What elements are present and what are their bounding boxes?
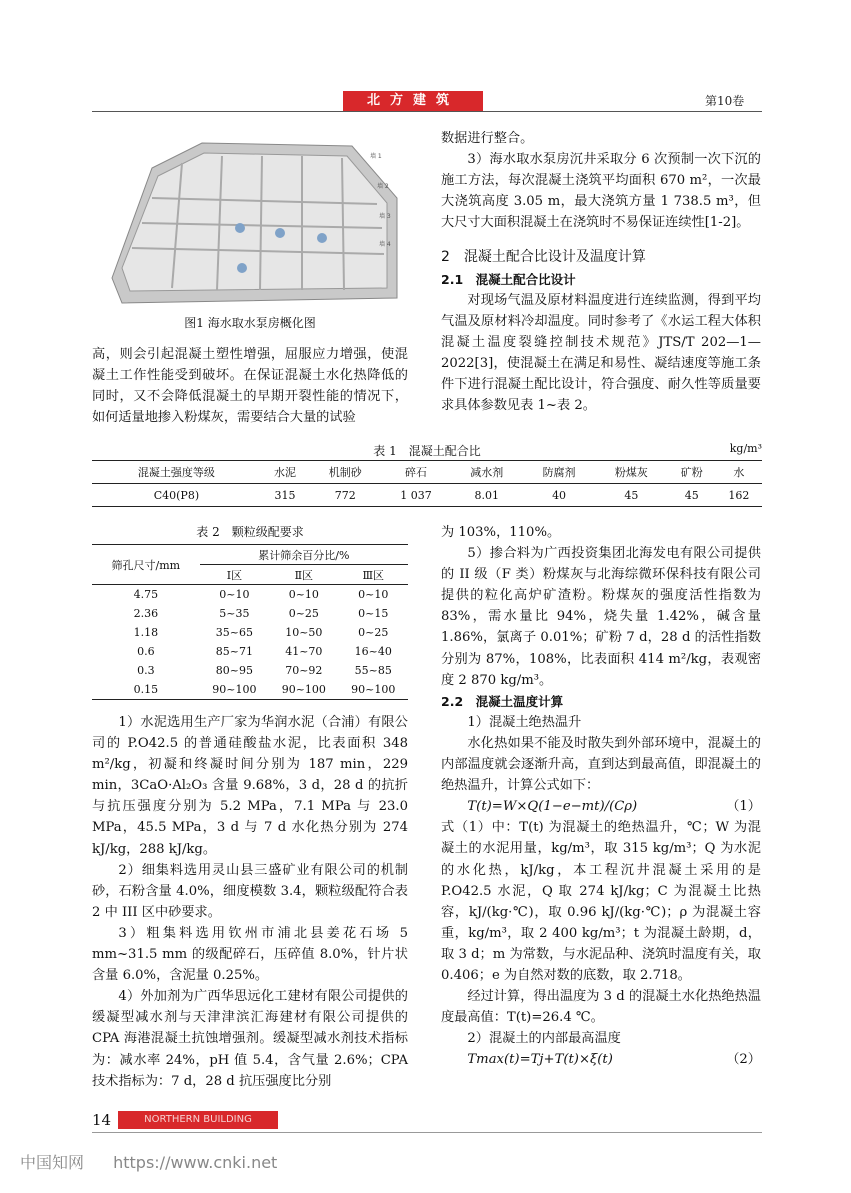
table-row [92,604,408,623]
paragraph: 为 103%，110%。 [441,525,561,540]
table-cell: 0~15 [358,607,389,620]
table-cell: 315 [274,488,296,502]
table-cell: 4.75 [133,588,159,601]
table-header-row [92,545,408,565]
equation-2 [441,1049,761,1070]
table1-caption-row [92,442,762,459]
paragraph: 数据进行整合。 [441,131,534,146]
pipe-opening [317,233,327,243]
pipe-opening [237,263,247,273]
table-cell: 8.01 [474,488,499,502]
pipe-opening [275,228,285,238]
table-cell: 45 [684,488,699,502]
paragraph: 对现场气温及原材料温度进行连续监测，得到平均气温及原材料冷却温度。同时参考了《水运工程大体积混凝土温度裂缝控制技术规范》JTS/T 202—1—2022[3]，使混凝土在满足和易性、凝结速度等施工条件下进行混凝土配比设计，符合强度、耐久性等质量要求具体参数见表 1~表 2。 [441,292,761,414]
col-header: 混凝土强度等级 [137,466,215,479]
col-header-sieve: 筛孔尺寸/mm [111,558,181,572]
paragraph: 3）海水取水泵房沉井采取分 6 次预制一次下沉的施工方法，每次混凝土浇筑平均面积 670 m²，一次最大浇筑高度 3.05 m，最大浇筑方量 1 738.5 m³，但大尺寸大面积混凝土在浇筑时不易保证连续性[1-2]。 [441,152,761,231]
table-cell: 35~65 [215,626,253,639]
table-cell: 0.15 [133,683,159,696]
journal-banner: 北方建筑 [343,91,483,111]
paragraph-equation-notes: 式（1）中：T(t) 为混凝土的绝热温升，℃；W 为混凝土的水泥用量，kg/m³，取 315 kg/m³；Q 为水泥的水化热，kJ/kg，本工程沉井混凝土采用的是 P.O42.5 水泥，Q 取 274 kJ/kg；C 为混凝土比热容，kJ/(kg·℃)，取 0.96 kJ/(kg·℃)；ρ 为混凝土容重，kg/m³，取 2 400 kg/m³；t 为混凝土龄期，d，取 3 d；m 为常数，与水泥品种、浇筑时温度有关，取 0.406；e 为自然对数的底数，取 2.718。 [441,820,761,983]
header-rule [92,111,762,112]
figure-pump-house-model [92,128,407,308]
col-header: 机制砂 [328,466,362,479]
equation-text: Tmax(t)=Tj+T(t)×ξ(t) [467,1052,613,1068]
table-cell: 0~10 [358,588,389,601]
equation-number: （1） [726,799,761,815]
table-cell: 5~35 [219,607,250,620]
left-upper-text [92,344,408,428]
subheading: 2）混凝土的内部最高温度 [467,1031,621,1047]
figure-caption: 图1 海水取水泵房概化图 [184,316,316,330]
paragraph-fine-aggregate: 2）细集料选用灵山县三盛矿业有限公司的机制砂，石粉含量 4.0%，细度模数 3.4，颗粒级配符合表 2 中 III 区中砂要求。 [92,862,408,920]
right-upper-text [441,128,761,416]
watermark [20,1150,277,1173]
table-row [92,661,408,680]
table-cell: 2.36 [133,607,159,620]
table-cell: 1 037 [400,488,432,502]
table-cell: 80~95 [215,664,253,677]
col-header: 水泥 [273,466,296,479]
paragraph-result: 经过计算，得出温度为 3 d 的混凝土水化热绝热温度最高值：T(t)=26.4 ℃。 [441,989,761,1026]
table1-caption: 表 1 混凝土配合比 [373,444,481,458]
footer-banner: NORTHERN BUILDING [118,1111,278,1129]
table-cell: 41~70 [285,645,323,658]
table-header-row [92,461,762,484]
table2-grading [92,544,408,700]
col-header: 碎石 [404,466,427,479]
table1-mix-proportion [92,460,762,507]
col-header: 减水剂 [470,466,504,479]
col-header-zone: Ⅲ区 [339,565,408,585]
table2-caption: 表 2 颗粒级配要求 [196,525,304,539]
wall-label: 墙 3 [379,213,391,220]
paragraph: 水化热如果不能及时散失到外部环境中，混凝土的内部温度就会逐渐升高，直到达到最高值，即混凝土的绝热温升，计算公式如下： [441,735,761,794]
table-cell: 0~10 [288,588,319,601]
table-cell: 90~100 [212,683,257,696]
paragraph-admixture: 4）外加剂为广西华思远化工建材有限公司提供的缓凝型减水剂与天津津滨汇海建材有限公司提供的 CPA 海港混凝土抗蚀增强剂。缓凝型减水剂技术指标为：减水率 24%，pH 值 5.4，含气量 2.6%；CPA 技术指标为：7 d，28 d 抗压强度比分别 [92,989,408,1089]
table-cell: 10~50 [285,626,323,639]
paragraph-mineral-admixture: 5）掺合料为广西投资集团北海发电有限公司提供的 II 级（F 类）粉煤灰与北海综微环保科技有限公司提供的粒化高炉矿渣粉。粉煤灰的强度活性指数为 83%，需水量比 94%，烧失量 1.42%，碱含量 1.86%，氯离子 0.01%；矿粉 7 d，28 d 的活性指数分别为 87%，108%，比表面积 414 m²/kg，表观密度 2 870 kg/m³。 [441,546,761,688]
table-row [92,484,762,507]
table-cell: 85~71 [215,645,253,658]
paragraph-cement: 1）水泥选用生产厂家为华润水泥（合浦）有限公司的 P.O42.5 的普通硅酸盐水泥，比表面积 348 m²/kg，初凝和终凝时间分别为 187 min，229 min，3CaO·Al₂O₃ 含量 9.68%，3 d，28 d 的抗折与抗压强度分别为 5.2 MPa，7.1 MPa 与 23.0 MPa，45.5 MPa，3 d 与 7 d 水化热分别为 274 kJ/kg，288 kJ/kg。 [92,715,408,857]
table-cell: 1.18 [133,626,159,639]
table-row [92,642,408,661]
table-cell: 55~85 [354,664,392,677]
right-lower-text [441,522,761,1070]
subsection-heading: 2.2 混凝土温度计算 [441,693,564,709]
table-cell: 0.6 [137,645,155,658]
watermark-site: 中国知网 [20,1153,85,1172]
col-header: 防腐剂 [542,466,576,479]
wall-label: 墙 2 [377,183,389,190]
equation-1 [441,796,761,817]
equation-number: （2） [726,1052,761,1068]
col-header-zone: Ⅱ区 [269,565,338,585]
paragraph-coarse-aggregate: 3）粗集料选用钦州市浦北县姜花石场 5 mm~31.5 mm 的级配碎石，压碎值 8.0%，针片状含量 6.0%，含泥量 0.25%。 [92,925,408,984]
table-row [92,680,408,700]
table-cell: 0.3 [137,664,155,677]
table-cell: 0~10 [219,588,250,601]
pipe-opening [235,223,245,233]
section-heading: 2 混凝土配合比设计及温度计算 [441,249,646,266]
table-cell: 70~92 [285,664,323,677]
col-header: 矿粉 [680,466,703,479]
table-cell: 45 [624,488,639,502]
table-row [92,585,408,605]
col-header: 粉煤灰 [614,466,648,479]
table-row [92,623,408,642]
equation-text: T(t)=W×Q(1−e−mt)/(Cρ) [467,799,638,815]
table1-unit: kg/m³ [729,442,762,455]
subheading: 1）混凝土绝热温升 [467,714,582,730]
table-cell: 40 [552,488,567,502]
col-header-zone: Ⅰ区 [200,565,269,585]
volume-label: 第10卷 [705,94,745,108]
table-cell: 772 [334,488,356,502]
table-cell: 90~100 [351,683,396,696]
col-header-group: 累计筛余百分比/% [258,548,350,562]
footer-rule [92,1132,762,1133]
col-header: 水 [733,466,745,479]
wall-label: 墙 1 [370,153,382,160]
table-cell: 16~40 [354,645,392,658]
table-cell: 90~100 [281,683,326,696]
subsection-heading: 2.1 混凝土配合比设计 [441,271,576,287]
left-lower-text [92,712,408,1092]
table-cell: 0~25 [288,607,319,620]
paragraph: 高，则会引起混凝土塑性增强，屈服应力增强，使混凝土工作性能受到破坏。在保证混凝土水化热降低的同时，又不会降低混凝土的早期开裂性能的情况下，如何适量地掺入粉煤灰，需要结合大量的试验 [92,347,408,426]
wall-label: 墙 4 [379,241,391,248]
watermark-url: https://www.cnki.net [113,1153,278,1172]
table-cell: 162 [728,488,750,502]
page-number: 14 [92,1111,112,1129]
table-cell: 0~25 [358,626,389,639]
table-cell: C40(P8) [153,488,200,502]
